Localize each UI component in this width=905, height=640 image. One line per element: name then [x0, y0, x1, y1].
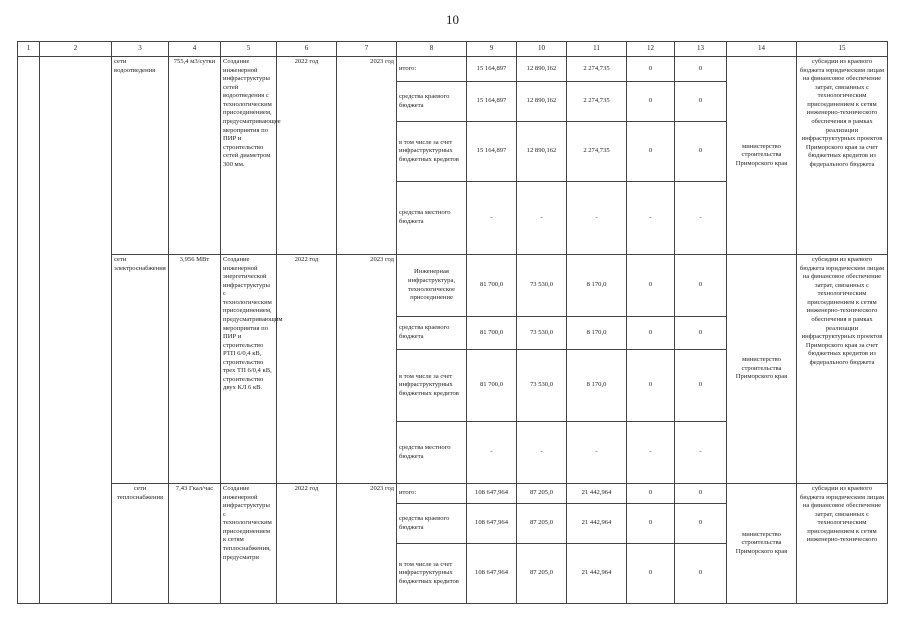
funding-source: средства краевого бюджета: [397, 317, 467, 350]
funding-source: средства местного бюджета: [397, 422, 467, 484]
start-year: 2022 год: [277, 57, 337, 255]
amount-col13: 0: [675, 504, 727, 544]
funding-source: в том числе за счет инфраструктурных бюджетных кредитов: [397, 350, 467, 422]
amount-col13: 0: [675, 82, 727, 122]
amount-2023: 2 274,735: [567, 82, 627, 122]
network-name: сети электроснабжения: [112, 255, 169, 484]
amount-total: 108 647,964: [467, 484, 517, 504]
amount-2023: 8 170,0: [567, 317, 627, 350]
amount-col13: 0: [675, 255, 727, 317]
amount-2022: 73 530,0: [517, 255, 567, 317]
amount-total: 15 164,897: [467, 82, 517, 122]
amount-col13: -: [675, 182, 727, 255]
executor: министерство строительства Приморского края: [727, 255, 797, 484]
amount-2023: 2 274,735: [567, 57, 627, 82]
amount-total: 108 647,964: [467, 504, 517, 544]
funding-source: средства местного бюджета: [397, 182, 467, 255]
funding-source: итого:: [397, 484, 467, 504]
amount-col12: 0: [627, 122, 675, 182]
amount-col12: 0: [627, 350, 675, 422]
table-row: [18, 484, 888, 504]
amount-total: -: [467, 182, 517, 255]
amount-2022: -: [517, 422, 567, 484]
capacity: 7,43 Гкал/час: [169, 484, 221, 604]
funding-source: средства краевого бюджета: [397, 504, 467, 544]
end-year: 2023 год: [337, 484, 397, 604]
col-header: 14: [727, 42, 797, 57]
mechanism: субсидии из краевого бюджета юридическим лицам на финансовое обеспечение затрат, связанных с технологическим присоединением к сетям инженерно-технического: [797, 484, 888, 604]
funding-source: в том числе за счет инфраструктурных бюджетных кредитов: [397, 122, 467, 182]
network-name: сети теплоснабжения: [112, 484, 169, 604]
amount-col13: 0: [675, 57, 727, 82]
capacity: 755,4 м3/сутки: [169, 57, 221, 255]
cell-col2: [40, 57, 112, 604]
amount-col13: 0: [675, 350, 727, 422]
col-header: 4: [169, 42, 221, 57]
amount-col13: 0: [675, 122, 727, 182]
amount-2023: 8 170,0: [567, 255, 627, 317]
amount-2022: 73 530,0: [517, 317, 567, 350]
mechanism: субсидии из краевого бюджета юридическим лицам на финансовое обеспечение затрат, связанных с технологическим присоединением к сетям инженерно-технического обеспечения в рамках реализации инфраструктурных проектов Приморского края за счет бюджетных кредитов из федерального бюджета: [797, 57, 888, 255]
amount-total: 81 700,0: [467, 255, 517, 317]
amount-col12: -: [627, 182, 675, 255]
col-header: 1: [18, 42, 40, 57]
amount-col12: 0: [627, 255, 675, 317]
page-number: 10: [446, 12, 459, 27]
executor: министерство строительства Приморского края: [727, 57, 797, 255]
description: Создание инженерной инфраструктуры с технологическим присоединением к сетям теплоснабжения, предусматри: [221, 484, 277, 604]
amount-col12: 0: [627, 504, 675, 544]
header-row: [18, 42, 888, 57]
description: Создание инженерной инфраструктуры сетей водоотведения с технологическим присоединением, предусматривающее мероприятия по ПИР и строительство сетей диаметром 300 мм.: [221, 57, 277, 255]
amount-2023: -: [567, 422, 627, 484]
col-header: 3: [112, 42, 169, 57]
amount-col13: 0: [675, 317, 727, 350]
amount-col13: 0: [675, 484, 727, 504]
amount-total: 15 164,897: [467, 122, 517, 182]
amount-2022: 73 530,0: [517, 350, 567, 422]
col-header: 13: [675, 42, 727, 57]
col-header: 7: [337, 42, 397, 57]
amount-2022: 87 205,0: [517, 484, 567, 504]
amount-2023: 21 442,964: [567, 484, 627, 504]
amount-total: 15 164,897: [467, 57, 517, 82]
amount-total: -: [467, 422, 517, 484]
amount-2022: 12 890,162: [517, 57, 567, 82]
start-year: 2022 год: [277, 484, 337, 604]
start-year: 2022 год: [277, 255, 337, 484]
col-header: 10: [517, 42, 567, 57]
cell-col1: [18, 57, 40, 604]
mechanism: субсидии из краевого бюджета юридическим лицам на финансовое обеспечение затрат, связанных с технологическим присоединением к сетям инженерно-технического обеспечения в рамках реализации инфраструктурных проектов Приморского края за счет бюджетных кредитов из федерального бюджета: [797, 255, 888, 484]
program-table: [17, 41, 888, 604]
amount-col12: 0: [627, 544, 675, 604]
amount-total: 81 700,0: [467, 317, 517, 350]
capacity: 3,956 МВт: [169, 255, 221, 484]
amount-2022: 87 205,0: [517, 544, 567, 604]
amount-2023: 21 442,964: [567, 544, 627, 604]
col-header: 9: [467, 42, 517, 57]
amount-2023: 2 274,735: [567, 122, 627, 182]
col-header: 5: [221, 42, 277, 57]
amount-col12: 0: [627, 82, 675, 122]
amount-col13: -: [675, 422, 727, 484]
amount-col12: 0: [627, 484, 675, 504]
amount-2022: -: [517, 182, 567, 255]
amount-2022: 12 890,162: [517, 82, 567, 122]
amount-col12: 0: [627, 317, 675, 350]
col-header: 15: [797, 42, 888, 57]
amount-col13: 0: [675, 544, 727, 604]
table-row: [18, 57, 888, 82]
amount-2022: 12 890,162: [517, 122, 567, 182]
description: Создание инженерной энергетической инфраструктуры с технологическим присоединением, предусматривающим мероприятия по ПИР и строительство РТП 6/0,4 кВ, строительство трех ТП 6/0,4 кВ, строительство двух КЛ 6 кВ.: [221, 255, 277, 484]
amount-total: 108 647,964: [467, 544, 517, 604]
amount-2023: 21 442,964: [567, 504, 627, 544]
amount-2022: 87 205,0: [517, 504, 567, 544]
table-row: [18, 255, 888, 317]
col-header: 6: [277, 42, 337, 57]
funding-source: в том числе за счет инфраструктурных бюджетных кредитов: [397, 544, 467, 604]
executor: министерство строительства Приморского края: [727, 484, 797, 604]
end-year: 2023 год: [337, 255, 397, 484]
col-header: 11: [567, 42, 627, 57]
amount-total: 81 700,0: [467, 350, 517, 422]
funding-source: итого:: [397, 57, 467, 82]
end-year: 2023 год: [337, 57, 397, 255]
amount-2023: -: [567, 182, 627, 255]
col-header: 8: [397, 42, 467, 57]
funding-source: средства краевого бюджета: [397, 82, 467, 122]
funding-source: Инженерная инфраструктура, технологическое присоединение: [397, 255, 467, 317]
amount-col12: 0: [627, 57, 675, 82]
col-header: 12: [627, 42, 675, 57]
col-header: 2: [40, 42, 112, 57]
amount-2023: 8 170,0: [567, 350, 627, 422]
amount-col12: -: [627, 422, 675, 484]
network-name: сети водоотведения: [112, 57, 169, 255]
